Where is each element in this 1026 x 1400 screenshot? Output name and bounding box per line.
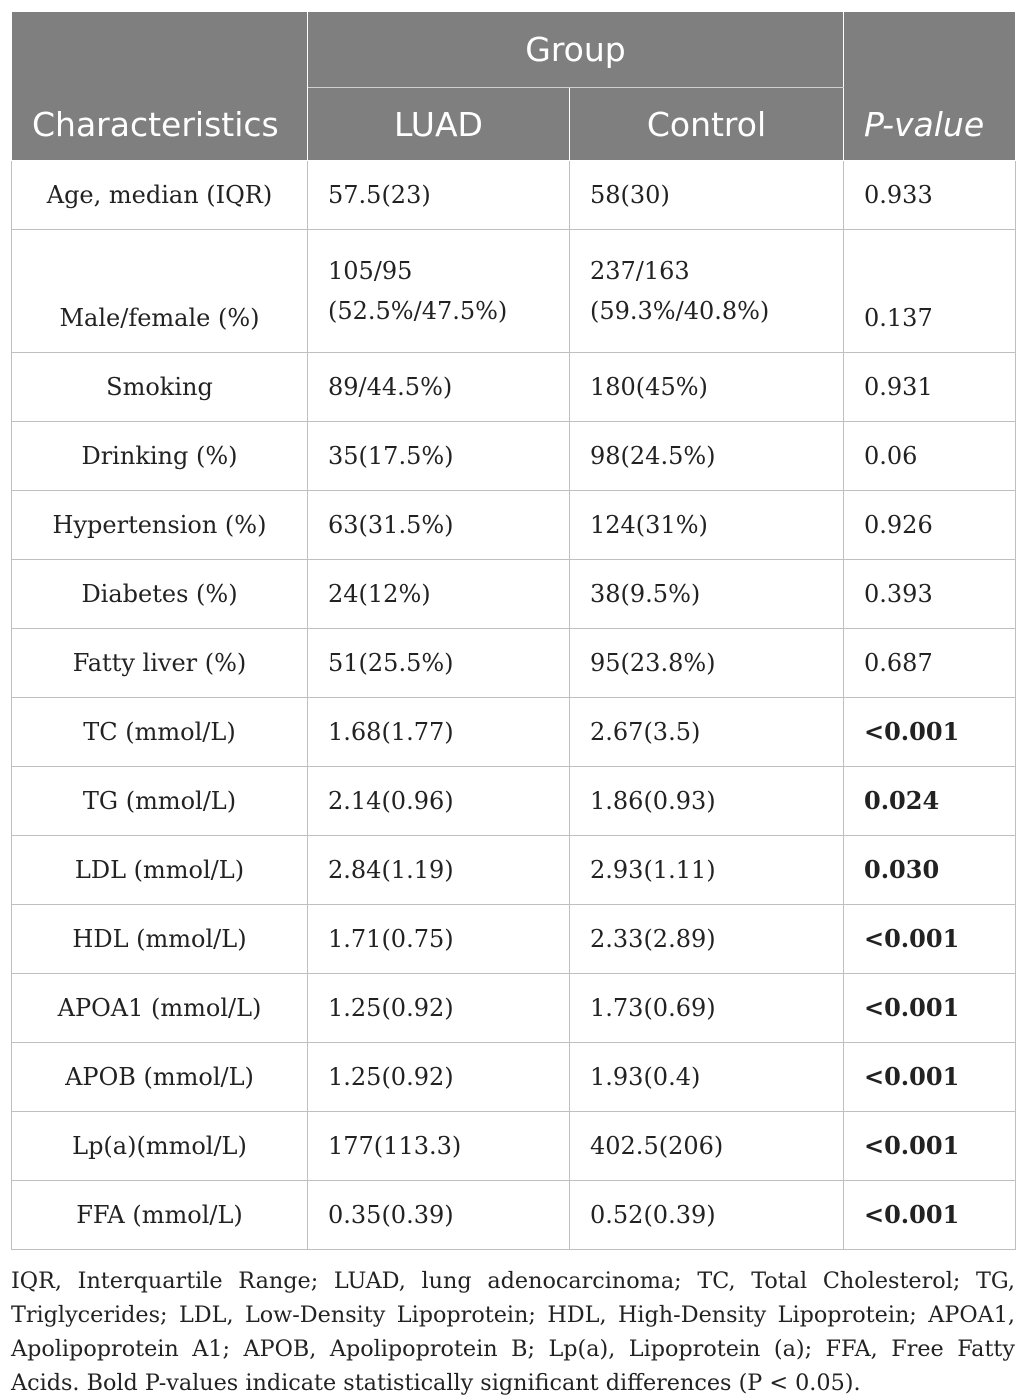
table-row (12, 422, 1016, 491)
header-p-value: P-value (844, 12, 1016, 161)
characteristics-table (11, 11, 1016, 1250)
luad-value: 1.25(0.92) (308, 974, 570, 1043)
table-row (12, 491, 1016, 560)
luad-value: 1.25(0.92) (308, 1043, 570, 1112)
control-value: 38(9.5%) (570, 560, 844, 629)
control-value: 2.93(1.11) (570, 836, 844, 905)
row-label: Diabetes (%) (12, 560, 308, 629)
row-label: Smoking (12, 353, 308, 422)
luad-value (308, 230, 570, 353)
control-value: 58(30) (570, 161, 844, 230)
control-value: 0.52(0.39) (570, 1181, 844, 1250)
row-label: HDL (mmol/L) (12, 905, 308, 974)
table-row (12, 767, 1016, 836)
p-value-significant: <0.001 (844, 974, 1016, 1043)
luad-value: 2.14(0.96) (308, 767, 570, 836)
row-label: Hypertension (%) (12, 491, 308, 560)
luad-value: 1.68(1.77) (308, 698, 570, 767)
table-row (12, 560, 1016, 629)
p-value: 0.926 (844, 491, 1016, 560)
row-label: TC (mmol/L) (12, 698, 308, 767)
control-value: 98(24.5%) (570, 422, 844, 491)
table-row (12, 629, 1016, 698)
row-label: Drinking (%) (12, 422, 308, 491)
header-luad: LUAD (308, 88, 570, 161)
row-label: FFA (mmol/L) (12, 1181, 308, 1250)
p-value-significant: <0.001 (844, 1112, 1016, 1181)
luad-value: 1.71(0.75) (308, 905, 570, 974)
p-value: 0.687 (844, 629, 1016, 698)
table-row (12, 974, 1016, 1043)
p-value: 0.137 (844, 230, 1016, 353)
table-row (12, 353, 1016, 422)
control-value-line1: 237/163 (590, 257, 690, 285)
row-label: Fatty liver (%) (12, 629, 308, 698)
luad-value: 57.5(23) (308, 161, 570, 230)
control-value: 2.33(2.89) (570, 905, 844, 974)
header-characteristics: Characteristics (12, 12, 308, 161)
row-label: Lp(a)(mmol/L) (12, 1112, 308, 1181)
row-label: Age, median (IQR) (12, 161, 308, 230)
header-group: Group (308, 12, 844, 88)
table-row (12, 1181, 1016, 1250)
p-value-significant: <0.001 (844, 905, 1016, 974)
p-value: 0.06 (844, 422, 1016, 491)
luad-value: 51(25.5%) (308, 629, 570, 698)
luad-value: 89/44.5%) (308, 353, 570, 422)
luad-value-line1: 105/95 (328, 257, 413, 285)
control-value: 95(23.8%) (570, 629, 844, 698)
table-row (12, 161, 1016, 230)
control-value-line2: (59.3%/40.8%) (590, 297, 770, 325)
characteristics-table-container (11, 11, 1015, 1250)
p-value: 0.393 (844, 560, 1016, 629)
control-value (570, 230, 844, 353)
control-value: 180(45%) (570, 353, 844, 422)
p-value-significant: 0.024 (844, 767, 1016, 836)
table-row (12, 836, 1016, 905)
table-row (12, 230, 1016, 353)
luad-value: 35(17.5%) (308, 422, 570, 491)
row-label: APOB (mmol/L) (12, 1043, 308, 1112)
p-value: 0.933 (844, 161, 1016, 230)
row-label: APOA1 (mmol/L) (12, 974, 308, 1043)
p-value: 0.931 (844, 353, 1016, 422)
luad-value: 0.35(0.39) (308, 1181, 570, 1250)
table-row (12, 1112, 1016, 1181)
table-row (12, 1043, 1016, 1112)
table-row (12, 698, 1016, 767)
table-header (12, 12, 1016, 161)
p-value-significant: <0.001 (844, 1043, 1016, 1112)
row-label: TG (mmol/L) (12, 767, 308, 836)
control-value: 402.5(206) (570, 1112, 844, 1181)
control-value: 1.73(0.69) (570, 974, 844, 1043)
control-value: 1.93(0.4) (570, 1043, 844, 1112)
row-label: Male/female (%) (12, 230, 308, 353)
control-value: 2.67(3.5) (570, 698, 844, 767)
table-footnote: IQR, Interquartile Range; LUAD, lung adenocarcinoma; TC, Total Cholesterol; TG, Triglycerides; LDL, Low-Density Lipoprotein; HDL, High-Density Lipoprotein; APOA1, Apolipoprotein A1; APOB, Apolipoprotein B; Lp(a), Lipoprotein (a); FFA, Free Fatty Acids. Bold P-values indicate statistically significant differences (P < 0.05). (11, 1268, 1015, 1397)
table-row (12, 905, 1016, 974)
luad-value: 63(31.5%) (308, 491, 570, 560)
luad-value: 177(113.3) (308, 1112, 570, 1181)
p-value-significant: <0.001 (844, 698, 1016, 767)
control-value: 1.86(0.93) (570, 767, 844, 836)
luad-value-line2: (52.5%/47.5%) (328, 297, 508, 325)
control-value: 124(31%) (570, 491, 844, 560)
table-body (12, 161, 1016, 1250)
header-control: Control (570, 88, 844, 161)
p-value-significant: <0.001 (844, 1181, 1016, 1250)
luad-value: 2.84(1.19) (308, 836, 570, 905)
p-value-significant: 0.030 (844, 836, 1016, 905)
row-label: LDL (mmol/L) (12, 836, 308, 905)
luad-value: 24(12%) (308, 560, 570, 629)
